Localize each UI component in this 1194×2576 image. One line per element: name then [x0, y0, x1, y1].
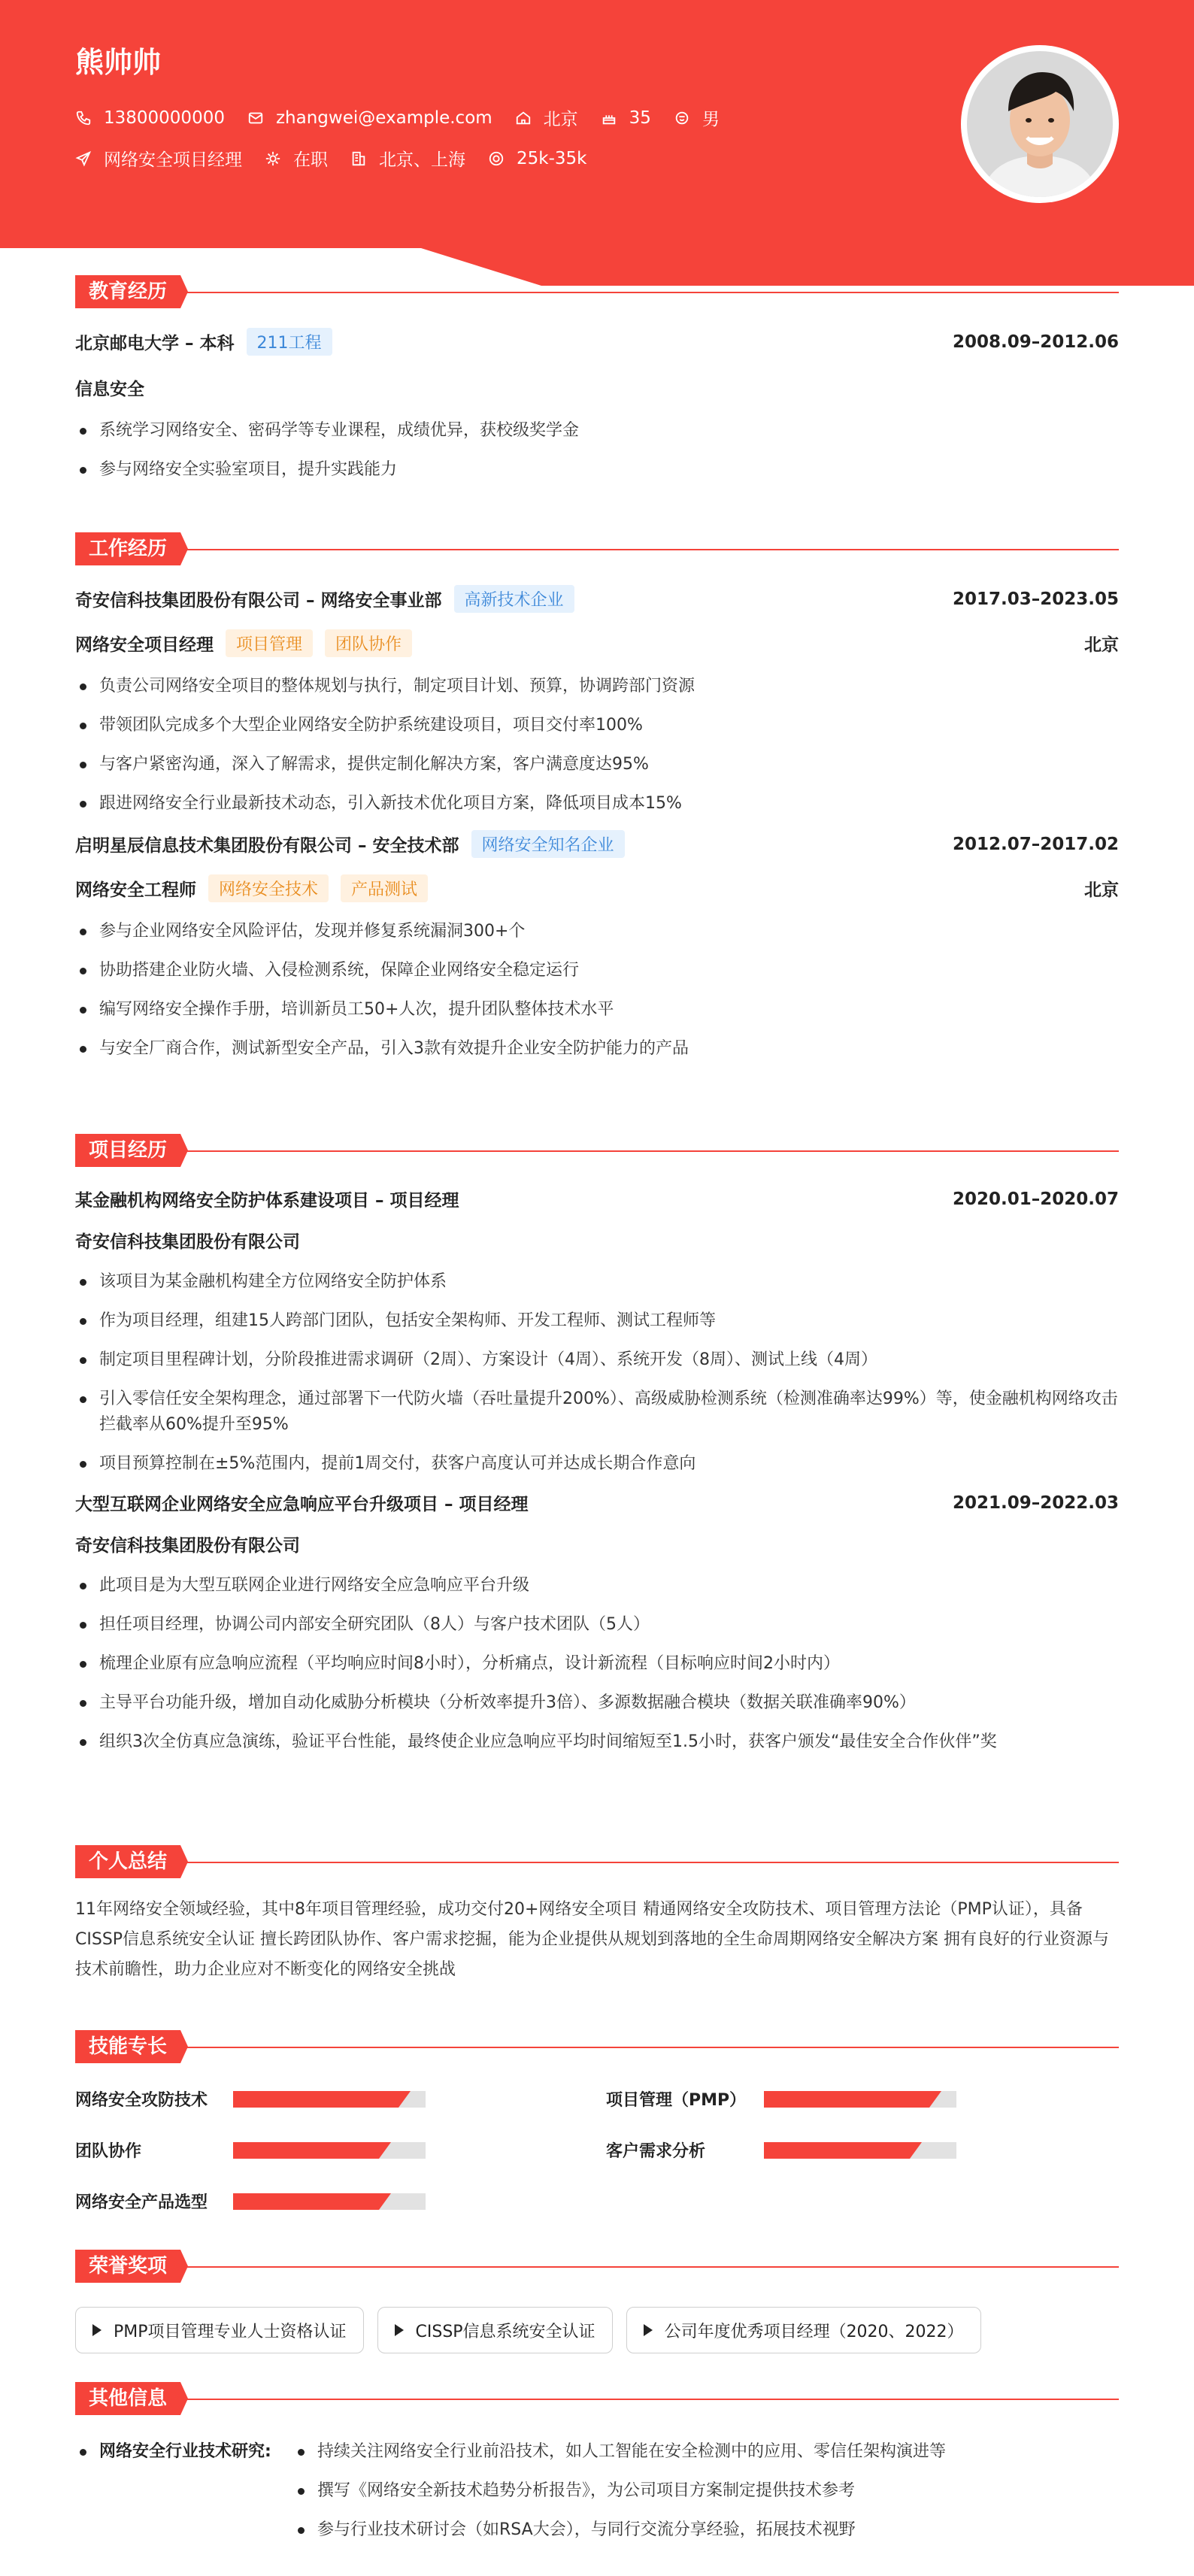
other-row [75, 2439, 1119, 2556]
job-bullets [75, 674, 1119, 817]
other-header [75, 2382, 1119, 2415]
list-item: 参与企业网络安全风险评估，发现并修复系统漏洞300+个 [75, 919, 1119, 944]
list-item: 编写网络安全操作手册，培训新员工50+人次，提升团队整体技术水平 [75, 997, 1119, 1023]
age-info [601, 108, 651, 128]
projects-header [75, 1134, 1119, 1167]
company-tag: 高新技术企业 [454, 585, 574, 613]
major: 信息安全 [75, 380, 144, 399]
skill-bar [233, 2091, 426, 2108]
list-item: 与客户紧密沟通，深入了解需求，提供定制化解决方案，客户满意度达95% [75, 752, 1119, 777]
honors-section [75, 2250, 1119, 2353]
list-item: 协助搭建企业防火墙、入侵检测系统，保障企业网络安全稳定运行 [75, 958, 1119, 983]
mail-icon [247, 110, 264, 126]
education-date: 2008.09–2012.06 [952, 332, 1119, 352]
project-date: 2020.01–2020.07 [952, 1189, 1119, 1209]
list-item: 组织3次全仿真应急演练，验证平台性能，最终使企业应急响应平均时间缩短至1.5小时，获客户颁发“最佳安全合作伙伴”奖 [75, 1729, 1119, 1755]
phone-info [75, 108, 225, 128]
role-tag: 团队协作 [325, 629, 412, 657]
list-item: 参与网络安全实验室项目，提升实践能力 [75, 457, 1119, 483]
project-company: 奇安信科技集团股份有限公司 [75, 1232, 300, 1252]
company-name: 启明星辰信息技术集团股份有限公司 – 安全技术部 [75, 836, 459, 856]
home-icon [515, 110, 532, 126]
skill-item [75, 2138, 426, 2162]
skill-name: 项目管理（PMP） [606, 2091, 747, 2110]
coin-icon [488, 150, 505, 167]
projects-section [75, 1134, 1119, 1768]
list-item: 跟进网络安全行业最新技术动态，引入新技术优化项目方案，降低项目成本15% [75, 791, 1119, 817]
status-icon [265, 150, 281, 167]
section-title: 项目经历 [75, 1134, 180, 1167]
skill-fill [233, 2142, 379, 2159]
list-item: 参与行业技术研讨会（如RSA大会），与同行交流分享经验，拓展技术视野 [293, 2517, 946, 2543]
education-row [75, 328, 1119, 356]
skill-item [75, 2190, 426, 2213]
project-bullets [75, 1573, 1119, 1755]
education-bullets [75, 418, 1119, 483]
skill-name: 网络安全产品选型 [75, 2193, 208, 2212]
project-name: 某金融机构网络安全防护体系建设项目 – 项目经理 [75, 1191, 459, 1211]
section-title: 其他信息 [75, 2382, 180, 2415]
company-row [75, 585, 1119, 613]
salary-info [488, 149, 586, 168]
skills-header [75, 2030, 1119, 2063]
project-row [75, 1490, 1119, 1515]
company-row [75, 830, 1119, 858]
project-entry [75, 1186, 1119, 1477]
status-text: 在职 [293, 150, 328, 170]
list-item: 梳理企业原有应急响应流程（平均响应时间8小时），分析痛点，设计新流程（目标响应时间2小时内） [75, 1651, 1119, 1677]
skill-bar [764, 2091, 956, 2108]
summary-text: 11年网络安全领域经验，其中8年项目管理经验，成功交付20+网络安全项目 精通网络安全攻防技术、项目管理方法论（PMP认证），具备CISSP信息系统安全认证 擅长跨团队协作、客户需求挖掘，能为企业提供从规划到落地的全生命周期网络安全解决方案 拥有良好的行业资源与技术前瞻性，助力企业应对不断变化的网络安全挑战 [75, 1900, 1110, 1979]
work-section [75, 532, 1119, 1075]
project-entry [75, 1490, 1119, 1755]
education-section [75, 275, 1119, 496]
send-icon [75, 150, 92, 167]
play-icon [644, 2324, 653, 2336]
job-row [75, 146, 609, 171]
list-item: 作为项目经理，组建15人跨部门团队，包括安全架构师、开发工程师、测试工程师等 [75, 1308, 1119, 1334]
list-item: 此项目是为大型互联网企业进行网络安全应急响应平台升级 [75, 1573, 1119, 1599]
contact-row [75, 105, 742, 130]
skill-bar [764, 2142, 956, 2159]
honors-header [75, 2250, 1119, 2283]
honor-label: 公司年度优秀项目经理（2020、2022） [664, 2322, 964, 2341]
role-row [75, 629, 1119, 657]
skill-fill [233, 2193, 379, 2210]
school-name: 北京邮电大学 – 本科 [75, 334, 235, 353]
resume-header [0, 0, 1194, 286]
work-header [75, 532, 1119, 565]
skill-name: 客户需求分析 [606, 2142, 706, 2161]
skill-name: 网络安全攻防技术 [75, 2091, 208, 2110]
job-location: 北京 [1084, 635, 1119, 655]
job-entry [75, 585, 1119, 817]
city-text: 北京 [543, 110, 578, 129]
skill-fill [764, 2091, 929, 2108]
project-name: 大型互联网企业网络安全应急响应平台升级项目 – 项目经理 [75, 1495, 529, 1514]
list-item: 引入零信任安全架构理念，通过部署下一代防火墙（吞吐量提升200%）、高级威胁检测系统（检测准确率达99%）等，使金融机构网络攻击拦截率从60%提升至95% [75, 1386, 1119, 1438]
section-divider [180, 2399, 1119, 2400]
avatar [961, 45, 1119, 203]
location-info [350, 146, 465, 171]
gender-info [674, 105, 720, 130]
skill-item [606, 2138, 956, 2162]
list-item: 担任项目经理，协调公司内部安全研究团队（8人）与客户技术团队（5人） [75, 1612, 1119, 1638]
section-title: 荣誉奖项 [75, 2250, 180, 2283]
summary-section [75, 1845, 1119, 1985]
status-info [265, 146, 328, 171]
section-divider [180, 2047, 1119, 2048]
list-item: 负责公司网络安全项目的整体规划与执行，制定项目计划、预算，协调跨部门资源 [75, 674, 1119, 699]
job-location: 北京 [1084, 880, 1119, 900]
job-date: 2017.03–2023.05 [952, 589, 1119, 609]
skill-item [75, 2087, 426, 2111]
project-company: 奇安信科技集团股份有限公司 [75, 1536, 300, 1556]
gender-text: 男 [702, 110, 720, 129]
age-text: 35 [629, 108, 651, 128]
honor-label: CISSP信息系统安全认证 [415, 2322, 595, 2341]
list-item: 主导平台功能升级，增加自动化威胁分析模块（分析效率提升3倍）、多源数据融合模块（数据关联准确率90%） [75, 1690, 1119, 1716]
list-item: 系统学习网络安全、密码学等专业课程，成绩优异，获校级奖学金 [75, 418, 1119, 444]
list-item: 持续关注网络安全行业前沿技术，如人工智能在安全检测中的应用、零信任架构演进等 [293, 2439, 946, 2465]
city-info [515, 105, 578, 130]
project-bullets [75, 1269, 1119, 1477]
section-title: 个人总结 [75, 1845, 180, 1878]
section-title: 技能专长 [75, 2030, 180, 2063]
other-bullets [293, 2439, 946, 2556]
avatar-photo [967, 51, 1113, 197]
role-tag: 项目管理 [226, 629, 313, 657]
skill-bar [233, 2142, 426, 2159]
job-entry [75, 830, 1119, 1062]
play-icon [395, 2324, 404, 2336]
company-tag: 网络安全知名企业 [471, 830, 625, 858]
section-divider [180, 2266, 1119, 2268]
honor-label: PMP项目管理专业人士资格认证 [114, 2322, 347, 2341]
candidate-name: 熊帅帅 [75, 46, 162, 79]
school-tag: 211工程 [247, 328, 332, 356]
section-divider [180, 292, 1119, 293]
email-text: zhangwei@example.com [275, 108, 492, 128]
honor-item [377, 2307, 613, 2353]
role-tag: 产品测试 [341, 874, 428, 902]
honors-list [75, 2307, 1119, 2353]
education-header [75, 275, 1119, 308]
project-date: 2021.09–2022.03 [952, 1493, 1119, 1513]
building-icon [350, 150, 367, 167]
other-label: 网络安全行业技术研究: [75, 2439, 293, 2556]
role-name: 网络安全工程师 [75, 880, 196, 900]
honor-item [626, 2307, 981, 2353]
play-icon [92, 2324, 102, 2336]
role-row [75, 874, 1119, 902]
phone-icon [75, 110, 92, 126]
email-info [247, 108, 492, 128]
skill-fill [764, 2142, 910, 2159]
skills-section [75, 2030, 1119, 2214]
location-text: 北京、上海 [379, 150, 465, 170]
section-divider [180, 1150, 1119, 1152]
gender-icon [674, 110, 690, 126]
list-item: 与安全厂商合作，测试新型安全产品，引入3款有效提升企业安全防护能力的产品 [75, 1036, 1119, 1062]
list-item: 项目预算控制在±5%范围内，提前1周交付，获客户高度认可并达成长期合作意向 [75, 1451, 1119, 1477]
phone-text: 13800000000 [104, 108, 225, 128]
section-divider [180, 1862, 1119, 1863]
list-item: 制定项目里程碑计划，分阶段推进需求调研（2周）、方案设计（4周）、系统开发（8周）、测试上线（4周） [75, 1347, 1119, 1373]
skill-fill [233, 2091, 399, 2108]
list-item: 该项目为某金融机构建全方位网络安全防护体系 [75, 1269, 1119, 1295]
skill-name: 团队协作 [75, 2142, 142, 2161]
project-row [75, 1186, 1119, 1211]
list-item: 撰写《网络安全新技术趋势分析报告》，为公司项目方案制定提供技术参考 [293, 2478, 946, 2504]
job-bullets [75, 919, 1119, 1062]
job-text: 网络安全项目经理 [104, 150, 242, 170]
salary-text: 25k-35k [517, 148, 587, 168]
job-date: 2012.07–2017.02 [952, 834, 1119, 854]
skills-grid [75, 2063, 1119, 2214]
section-divider [180, 549, 1119, 550]
skill-bar [233, 2193, 426, 2210]
honor-item [75, 2307, 364, 2353]
other-section [75, 2382, 1119, 2556]
list-item: 带领团队完成多个大型企业网络安全防护系统建设项目，项目交付率100% [75, 713, 1119, 738]
job-info [75, 146, 242, 171]
company-name: 奇安信科技集团股份有限公司 – 网络安全事业部 [75, 591, 442, 611]
role-name: 网络安全项目经理 [75, 635, 214, 655]
role-tag: 网络安全技术 [208, 874, 329, 902]
section-title: 工作经历 [75, 532, 180, 565]
summary-header [75, 1845, 1119, 1878]
skill-item [606, 2087, 956, 2111]
cake-icon [601, 110, 617, 126]
section-title: 教育经历 [75, 275, 180, 308]
